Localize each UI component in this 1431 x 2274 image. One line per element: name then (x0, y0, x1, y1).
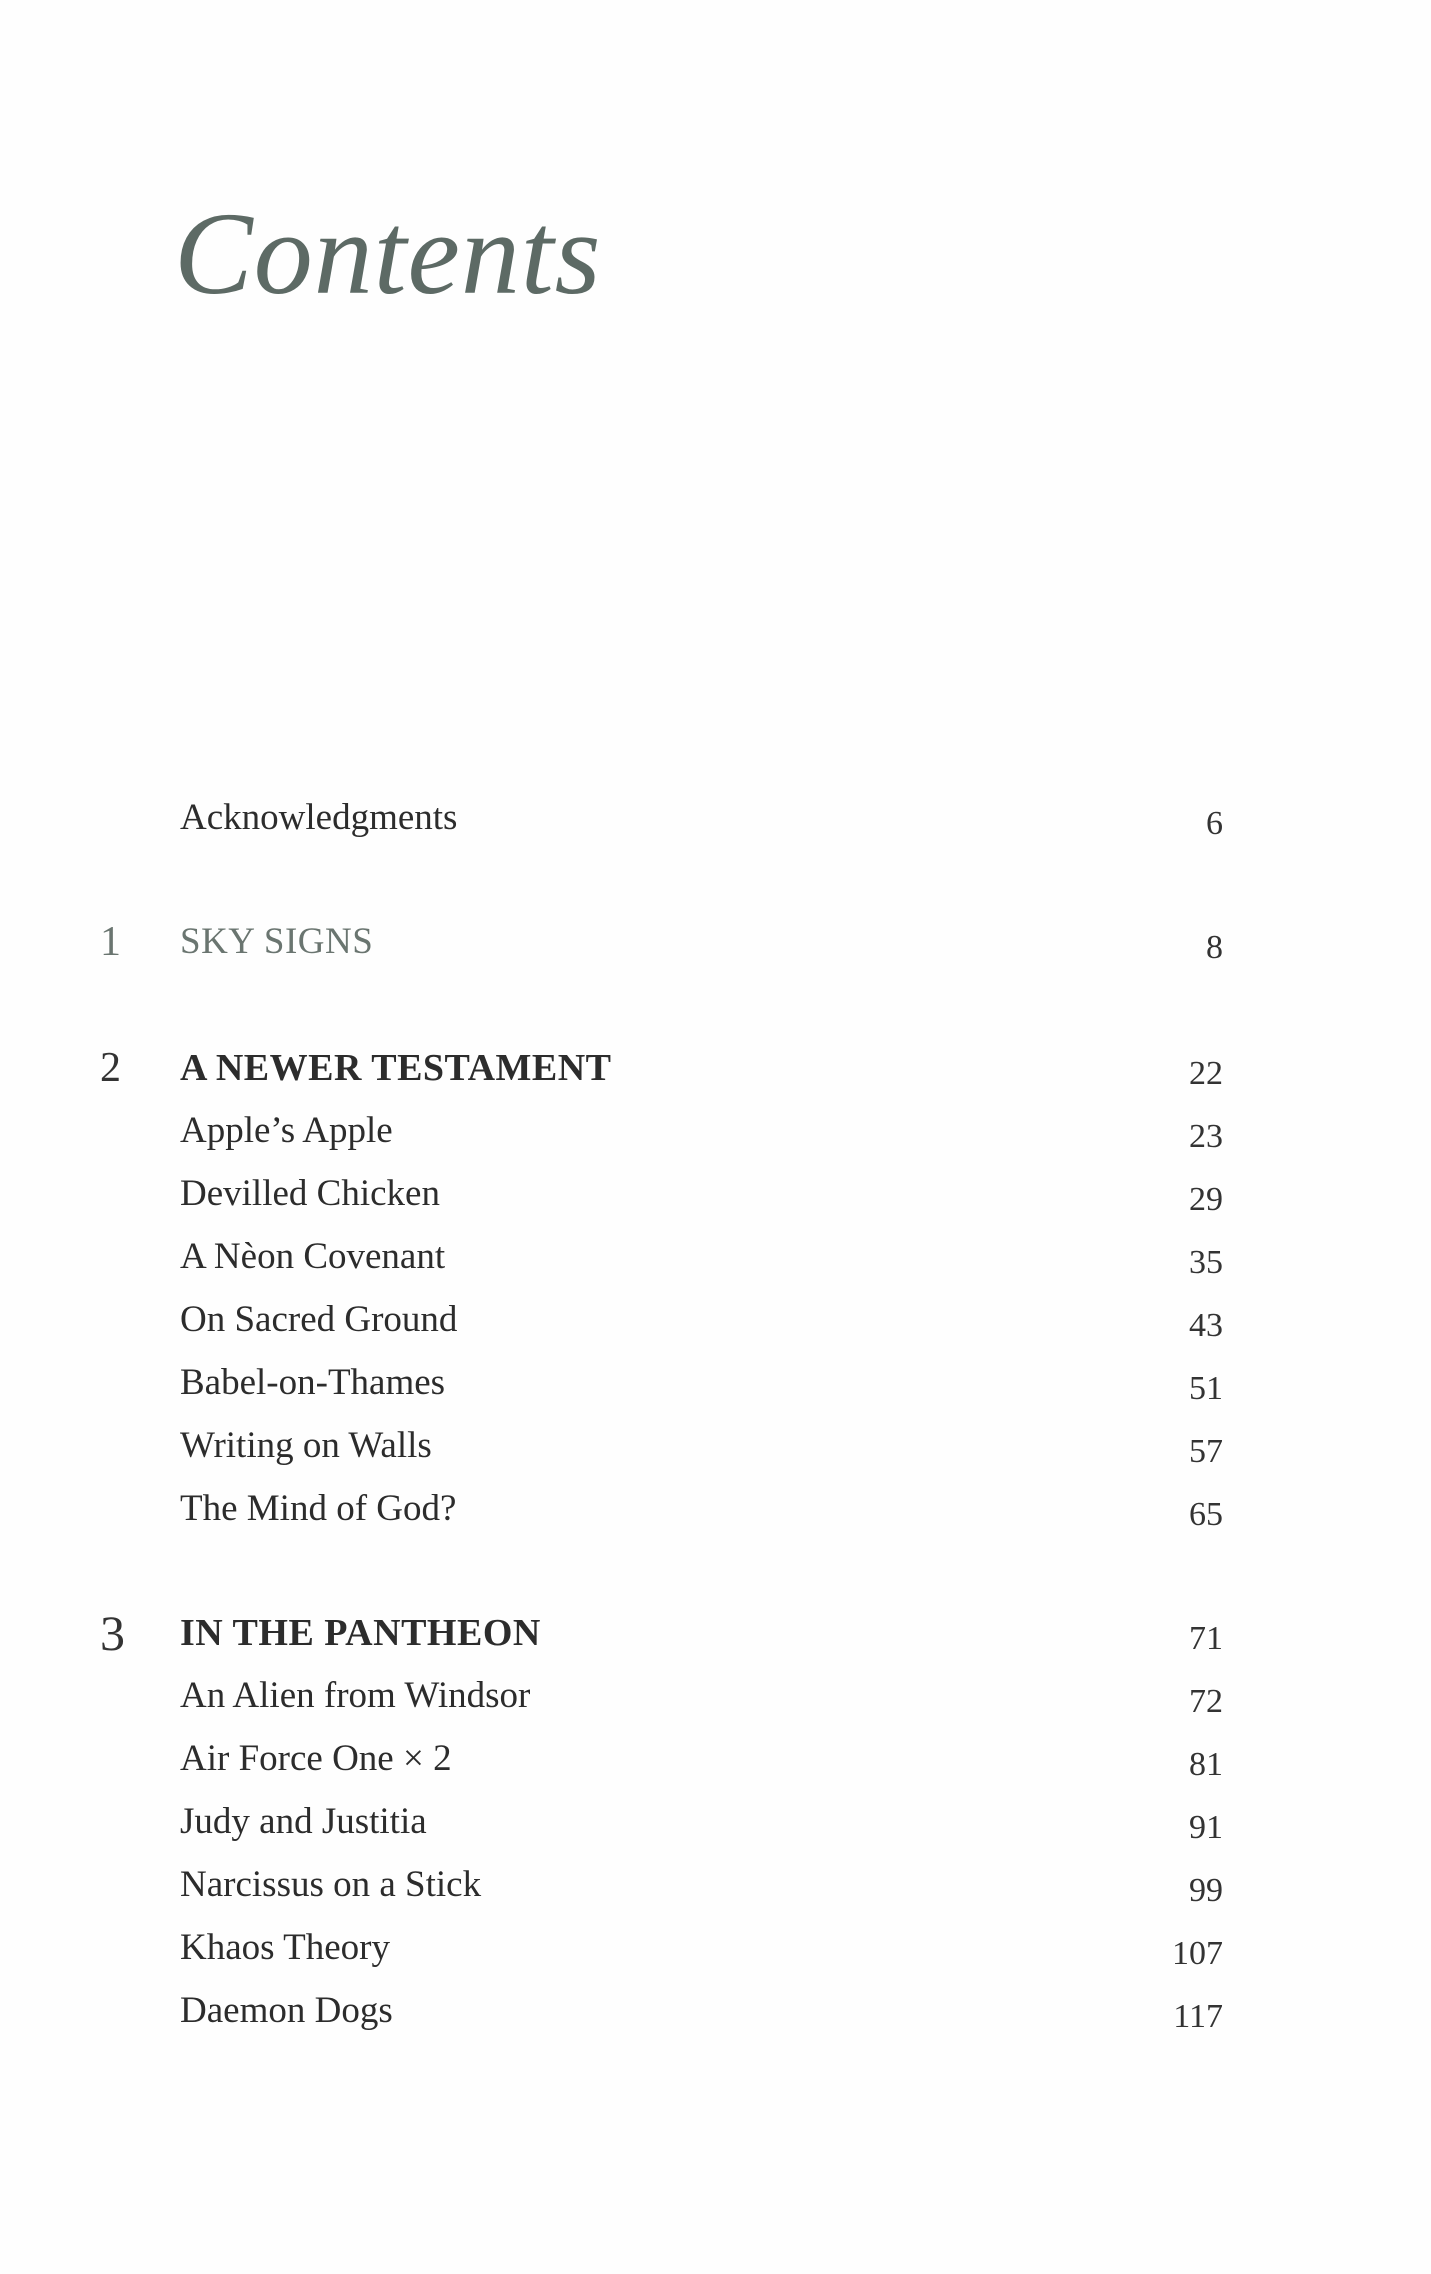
section-label: Air Force One × 2 (180, 1738, 452, 1779)
chapter-page-number: 8 (1206, 929, 1223, 966)
section-page-number: 72 (1189, 1683, 1223, 1720)
toc-section[interactable] (0, 1418, 1431, 1474)
chapter-title: SKY SIGNS (180, 921, 374, 962)
entry-page-number: 6 (1206, 805, 1223, 842)
chapter-page-number: 22 (1189, 1055, 1223, 1092)
toc-section[interactable] (0, 1731, 1431, 1787)
section-label: Khaos Theory (180, 1927, 390, 1968)
toc-section[interactable] (0, 1229, 1431, 1285)
section-label: The Mind of God? (180, 1488, 457, 1529)
section-page-number: 81 (1189, 1746, 1223, 1783)
section-page-number: 43 (1189, 1307, 1223, 1344)
toc-section[interactable] (0, 1355, 1431, 1411)
section-page-number: 117 (1173, 1998, 1223, 2035)
toc-section[interactable] (0, 1857, 1431, 1913)
entry-label: Acknowledgments (180, 797, 458, 838)
page-title: Contents (174, 188, 602, 319)
section-label: On Sacred Ground (180, 1299, 458, 1340)
chapter-page-number: 71 (1189, 1620, 1223, 1657)
chapter-number: 1 (100, 919, 121, 965)
section-page-number: 99 (1189, 1872, 1223, 1909)
toc-section[interactable] (0, 1166, 1431, 1222)
toc-section[interactable] (0, 1794, 1431, 1850)
section-page-number: 35 (1189, 1244, 1223, 1281)
section-label: A Nèon Covenant (180, 1236, 446, 1277)
section-page-number: 29 (1189, 1181, 1223, 1218)
toc-section[interactable] (0, 1668, 1431, 1724)
section-label: Judy and Justitia (180, 1801, 427, 1842)
section-label: Babel-on-Thames (180, 1362, 446, 1403)
section-page-number: 23 (1189, 1118, 1223, 1155)
section-page-number: 57 (1189, 1433, 1223, 1470)
section-label: Daemon Dogs (180, 1990, 393, 2031)
section-label: Writing on Walls (180, 1425, 432, 1466)
toc-section[interactable] (0, 1292, 1431, 1348)
toc-chapter-2[interactable] (0, 1040, 1431, 1096)
toc-section[interactable] (0, 1481, 1431, 1537)
toc-section[interactable] (0, 1920, 1431, 1976)
toc-chapter-3[interactable] (0, 1605, 1431, 1661)
section-label: Devilled Chicken (180, 1173, 440, 1214)
toc-section[interactable] (0, 1983, 1431, 2039)
section-page-number: 51 (1189, 1370, 1223, 1407)
toc-chapter-1[interactable] (0, 914, 1431, 970)
section-page-number: 91 (1189, 1809, 1223, 1846)
toc-section[interactable] (0, 1103, 1431, 1159)
chapter-number: 2 (100, 1045, 121, 1091)
section-page-number: 107 (1172, 1935, 1223, 1972)
section-label: Narcissus on a Stick (180, 1864, 482, 1905)
chapter-title: IN THE PANTHEON (180, 1612, 541, 1654)
toc-entry-acknowledgments[interactable] (0, 790, 1431, 846)
chapter-number: 3 (100, 1605, 125, 1661)
section-label: Apple’s Apple (180, 1110, 393, 1151)
chapter-title: A NEWER TESTAMENT (180, 1047, 612, 1089)
section-page-number: 65 (1189, 1496, 1223, 1533)
section-label: An Alien from Windsor (180, 1675, 531, 1716)
